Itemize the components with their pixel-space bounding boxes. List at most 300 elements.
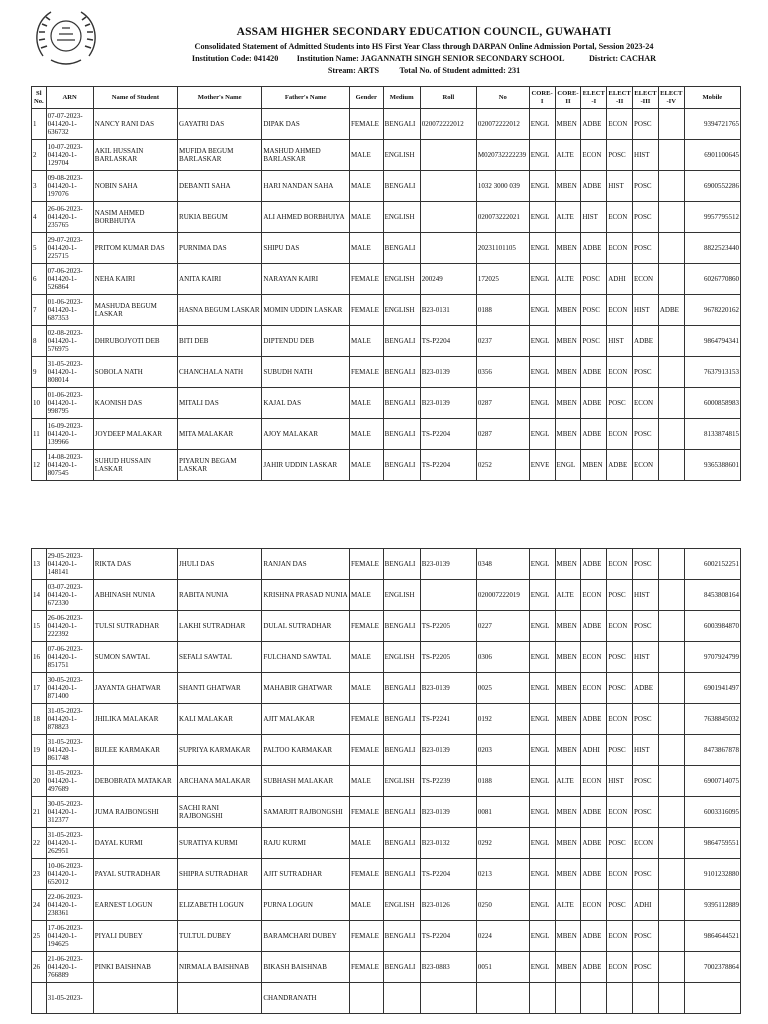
elect-2-cell: POSC — [607, 580, 633, 611]
sl-cell: 24 — [32, 890, 47, 921]
elect-2-cell: POSC — [607, 140, 633, 171]
student-name-cell: DEBOBRATA MATAKAR — [93, 766, 177, 797]
gender-cell: FEMALE — [349, 859, 383, 890]
core-1-cell: ENGL — [529, 642, 555, 673]
core-2-cell: MBEN — [555, 735, 581, 766]
core-2-cell: MBEN — [555, 921, 581, 952]
roll-cell: 200249 — [420, 264, 476, 295]
table-row — [32, 921, 741, 952]
father-name-cell: FULCHAND SAWTAL — [262, 642, 350, 673]
roll-cell — [420, 171, 476, 202]
medium-cell: ENGLISH — [383, 766, 420, 797]
student-name-cell: JHILIKA MALAKAR — [93, 704, 177, 735]
elect-1-cell: ADBE — [581, 859, 607, 890]
elect-1-cell: ADBE — [581, 797, 607, 828]
sl-cell: 25 — [32, 921, 47, 952]
elect-3-cell: HIST — [633, 580, 659, 611]
mobile-cell: 8453808164 — [684, 580, 740, 611]
father-name-cell: SUBHASH MALAKAR — [262, 766, 350, 797]
table-row — [32, 233, 741, 264]
medium-cell: ENGLISH — [383, 264, 420, 295]
no-cell: 0287 — [476, 388, 529, 419]
sl-cell: 9 — [32, 357, 47, 388]
medium-cell: BENGALI — [383, 673, 420, 704]
sl-cell: 12 — [32, 450, 47, 481]
elect-1-cell: ADBE — [581, 357, 607, 388]
father-name-cell: NARAYAN KAIRI — [262, 264, 350, 295]
elect-3-cell: POSC — [633, 171, 659, 202]
arn-cell: 16-09-2023-041420-1-139966 — [46, 419, 93, 450]
mobile-cell — [684, 983, 740, 1014]
core-1-cell: ENGL — [529, 171, 555, 202]
student-name-cell: SUHUD HUSSAIN LASKAR — [93, 450, 177, 481]
col-no: No — [476, 87, 529, 109]
arn-cell: 07-07-2023-041420-1-636732 — [46, 109, 93, 140]
student-name-cell: JAYANTA GHATWAR — [93, 673, 177, 704]
elect-1-cell: ADBE — [581, 828, 607, 859]
table-row — [32, 859, 741, 890]
mobile-cell: 7002378864 — [684, 952, 740, 983]
elect-1-cell: ADBE — [581, 109, 607, 140]
sl-cell: 22 — [32, 828, 47, 859]
sl-cell: 7 — [32, 295, 47, 326]
gender-cell: MALE — [349, 673, 383, 704]
table-row — [32, 326, 741, 357]
student-name-cell: NEHA KAIRI — [93, 264, 177, 295]
student-name-cell: EARNEST LOGUN — [93, 890, 177, 921]
no-cell: 0237 — [476, 326, 529, 357]
no-cell: 0292 — [476, 828, 529, 859]
elect-1-cell: MBEN — [581, 450, 607, 481]
elect-3-cell: POSC — [633, 952, 659, 983]
sl-cell: 23 — [32, 859, 47, 890]
elect-4-cell — [658, 326, 684, 357]
elect-4-cell — [658, 673, 684, 704]
medium-cell: ENGLISH — [383, 580, 420, 611]
elect-1-cell: ECON — [581, 580, 607, 611]
core-1-cell: ENGL — [529, 202, 555, 233]
elect-3-cell: POSC — [633, 109, 659, 140]
mobile-cell: 9957795512 — [684, 202, 740, 233]
sl-cell: 14 — [32, 580, 47, 611]
elect-1-cell: POSC — [581, 295, 607, 326]
table-row — [32, 735, 741, 766]
father-name-cell: DIPTENDU DEB — [262, 326, 350, 357]
core-2-cell: ALTE — [555, 202, 581, 233]
mobile-cell: 9707924799 — [684, 642, 740, 673]
mother-name-cell: LAKHI SUTRADHAR — [178, 611, 262, 642]
mobile-cell: 8822523440 — [684, 233, 740, 264]
mobile-cell: 9864644521 — [684, 921, 740, 952]
core-1-cell: ENGL — [529, 233, 555, 264]
arn-cell: 31-05-2023-041420-1-878823 — [46, 704, 93, 735]
table-row — [32, 264, 741, 295]
col-mobile: Mobile — [684, 87, 740, 109]
core-1-cell: ENGL — [529, 140, 555, 171]
elect-2-cell: ECON — [607, 109, 633, 140]
core-1-cell: ENGL — [529, 419, 555, 450]
mobile-cell: 7638845032 — [684, 704, 740, 735]
elect-3-cell: POSC — [633, 611, 659, 642]
student-name-cell: RIKTA DAS — [93, 549, 177, 580]
mobile-cell: 8473867878 — [684, 735, 740, 766]
father-name-cell: ALI AHMED BORBHUIYA — [262, 202, 350, 233]
father-name-cell: JAHIR UDDIN LASKAR — [262, 450, 350, 481]
father-name-cell: PALTOO KARMAKAR — [262, 735, 350, 766]
students-table-page-1 — [31, 86, 741, 481]
medium-cell: BENGALI — [383, 921, 420, 952]
father-name-cell: SAMARJIT RAJBONGSHI — [262, 797, 350, 828]
core-1-cell: ENGL — [529, 828, 555, 859]
medium-cell: BENGALI — [383, 326, 420, 357]
medium-cell — [383, 983, 420, 1014]
student-name-cell: TULSI SUTRADHAR — [93, 611, 177, 642]
mobile-cell: 7637913153 — [684, 357, 740, 388]
arn-cell: 01-06-2023-041420-1-687353 — [46, 295, 93, 326]
core-2-cell: ALTE — [555, 766, 581, 797]
mother-name-cell: JHULI DAS — [178, 549, 262, 580]
medium-cell: ENGLISH — [383, 140, 420, 171]
core-1-cell: ENGL — [529, 109, 555, 140]
roll-cell — [420, 202, 476, 233]
mother-name-cell — [178, 983, 262, 1014]
mother-name-cell: DEBANTI SAHA — [178, 171, 262, 202]
student-name-cell: SUMON SAWTAL — [93, 642, 177, 673]
arn-cell: 03-07-2023-041420-1-672330 — [46, 580, 93, 611]
elect-2-cell: ECON — [607, 704, 633, 735]
arn-cell: 30-05-2023-041420-1-312377 — [46, 797, 93, 828]
roll-cell: TS-P2204 — [420, 921, 476, 952]
father-name-cell: DULAL SUTRADHAR — [262, 611, 350, 642]
core-2-cell: MBEN — [555, 797, 581, 828]
core-2-cell: MBEN — [555, 611, 581, 642]
elect-4-cell — [658, 735, 684, 766]
arn-cell: 26-06-2023-041420-1-222392 — [46, 611, 93, 642]
mobile-cell: 6002152251 — [684, 549, 740, 580]
elect-4-cell — [658, 704, 684, 735]
sl-cell: 10 — [32, 388, 47, 419]
core-1-cell: ENGL — [529, 704, 555, 735]
no-cell: 20231101105 — [476, 233, 529, 264]
father-name-cell: DIPAK DAS — [262, 109, 350, 140]
elect-4-cell: ADBE — [658, 295, 684, 326]
core-2-cell: ALTE — [555, 580, 581, 611]
core-1-cell: ENGL — [529, 952, 555, 983]
gender-cell: FEMALE — [349, 921, 383, 952]
elect-3-cell: ADBE — [633, 673, 659, 704]
no-cell: 020007222019 — [476, 580, 529, 611]
medium-cell: BENGALI — [383, 704, 420, 735]
gender-cell: MALE — [349, 580, 383, 611]
elect-3-cell: HIST — [633, 140, 659, 171]
no-cell: 0188 — [476, 295, 529, 326]
student-name-cell: MASHUDA BEGUM LASKAR — [93, 295, 177, 326]
elect-3-cell: ADBE — [633, 326, 659, 357]
table-row — [32, 295, 741, 326]
mother-name-cell: SHANTI GHATWAR — [178, 673, 262, 704]
arn-cell: 30-05-2023-041420-1-871400 — [46, 673, 93, 704]
district: District: CACHAR — [589, 54, 657, 63]
sl-cell: 1 — [32, 109, 47, 140]
elect-1-cell: ECON — [581, 766, 607, 797]
gender-cell: FEMALE — [349, 952, 383, 983]
institution-name: Institution Name: JAGANNATH SINGH SENIOR SECONDARY SCHOOL — [296, 54, 565, 63]
no-cell: 0051 — [476, 952, 529, 983]
medium-cell: ENGLISH — [383, 890, 420, 921]
gender-cell: FEMALE — [349, 357, 383, 388]
gender-cell: MALE — [349, 233, 383, 264]
elect-4-cell — [658, 450, 684, 481]
gender-cell: MALE — [349, 766, 383, 797]
gender-cell: FEMALE — [349, 735, 383, 766]
mother-name-cell: MITA MALAKAR — [178, 419, 262, 450]
elect-1-cell: ECON — [581, 673, 607, 704]
elect-3-cell — [633, 983, 659, 1014]
sl-cell: 4 — [32, 202, 47, 233]
elect-4-cell — [658, 109, 684, 140]
table-row — [32, 890, 741, 921]
elect-4-cell — [658, 611, 684, 642]
elect-2-cell: ECON — [607, 921, 633, 952]
elect-3-cell: POSC — [633, 233, 659, 264]
no-cell: 0188 — [476, 766, 529, 797]
roll-cell: TS-P2205 — [420, 611, 476, 642]
core-2-cell: MBEN — [555, 419, 581, 450]
elect-4-cell — [658, 797, 684, 828]
mobile-cell: 6026770860 — [684, 264, 740, 295]
no-cell: 0224 — [476, 921, 529, 952]
core-2-cell: ALTE — [555, 140, 581, 171]
sl-cell: 5 — [32, 233, 47, 264]
elect-1-cell: ECON — [581, 642, 607, 673]
col-mother-name: Mother's Name — [178, 87, 262, 109]
core-1-cell: ENGL — [529, 388, 555, 419]
table-header-row — [32, 87, 741, 109]
gender-cell: MALE — [349, 326, 383, 357]
medium-cell: BENGALI — [383, 357, 420, 388]
medium-cell: BENGALI — [383, 735, 420, 766]
mother-name-cell: HASNA BEGUM LASKAR — [178, 295, 262, 326]
elect-2-cell: POSC — [607, 828, 633, 859]
col-core-2: CORE-II — [555, 87, 581, 109]
roll-cell: B23-0139 — [420, 357, 476, 388]
medium-cell: BENGALI — [383, 828, 420, 859]
student-name-cell: DAYAL KURMI — [93, 828, 177, 859]
core-2-cell: MBEN — [555, 357, 581, 388]
arn-cell: 21-06-2023-041420-1-766889 — [46, 952, 93, 983]
sl-cell: 21 — [32, 797, 47, 828]
no-cell — [476, 983, 529, 1014]
core-2-cell: MBEN — [555, 171, 581, 202]
elect-1-cell: ADBE — [581, 921, 607, 952]
elect-2-cell: ADHI — [607, 264, 633, 295]
col-student-name: Name of Student — [93, 87, 177, 109]
col-arn: ARN — [46, 87, 93, 109]
elect-4-cell — [658, 357, 684, 388]
mother-name-cell: ARCHANA MALAKAR — [178, 766, 262, 797]
arn-cell: 31-05-2023-041420-1-262951 — [46, 828, 93, 859]
father-name-cell: AJIT MALAKAR — [262, 704, 350, 735]
core-1-cell: ENGL — [529, 735, 555, 766]
table-row — [32, 983, 741, 1014]
elect-3-cell: ECON — [633, 450, 659, 481]
sl-cell: 13 — [32, 549, 47, 580]
elect-2-cell: HIST — [607, 171, 633, 202]
elect-4-cell — [658, 419, 684, 450]
elect-4-cell — [658, 890, 684, 921]
gender-cell: FEMALE — [349, 264, 383, 295]
core-2-cell: MBEN — [555, 859, 581, 890]
elect-1-cell: ADBE — [581, 611, 607, 642]
roll-cell: TS-P2204 — [420, 450, 476, 481]
gender-cell: FEMALE — [349, 549, 383, 580]
arn-cell: 07-06-2023-041420-1-526864 — [46, 264, 93, 295]
elect-2-cell: ECON — [607, 295, 633, 326]
gender-cell: MALE — [349, 388, 383, 419]
core-2-cell: MBEN — [555, 109, 581, 140]
arn-cell: 26-06-2023-041420-1-235765 — [46, 202, 93, 233]
elect-2-cell: POSC — [607, 890, 633, 921]
no-cell: M020732222239 — [476, 140, 529, 171]
roll-cell: B23-0139 — [420, 549, 476, 580]
father-name-cell: RANJAN DAS — [262, 549, 350, 580]
table-body-page-1 — [32, 109, 741, 481]
gender-cell: FEMALE — [349, 109, 383, 140]
student-name-cell: JOYDEEP MALAKAR — [93, 419, 177, 450]
mother-name-cell: SACHI RANI RAJBONGSHI — [178, 797, 262, 828]
sl-cell: 15 — [32, 611, 47, 642]
roll-cell — [420, 983, 476, 1014]
table-row — [32, 611, 741, 642]
father-name-cell: PURNA LOGUN — [262, 890, 350, 921]
students-table-page-2 — [31, 548, 741, 1014]
elect-3-cell: ECON — [633, 828, 659, 859]
father-name-cell: RAJU KURMI — [262, 828, 350, 859]
arn-cell: 07-06-2023-041420-1-851751 — [46, 642, 93, 673]
mother-name-cell: PURNIMA DAS — [178, 233, 262, 264]
table-row — [32, 766, 741, 797]
roll-cell — [420, 580, 476, 611]
gender-cell: FEMALE — [349, 704, 383, 735]
table-row — [32, 357, 741, 388]
mother-name-cell: ANITA KAIRI — [178, 264, 262, 295]
elect-3-cell: POSC — [633, 549, 659, 580]
core-2-cell: MBEN — [555, 642, 581, 673]
mobile-cell: 9864794341 — [684, 326, 740, 357]
student-name-cell: JUMA RAJBONGSHI — [93, 797, 177, 828]
father-name-cell: BIKASH BAISHNAB — [262, 952, 350, 983]
student-name-cell: PIYALI DUBEY — [93, 921, 177, 952]
col-core-1: CORE-I — [529, 87, 555, 109]
mobile-cell: 9678220162 — [684, 295, 740, 326]
father-name-cell: CHANDRANATH — [262, 983, 350, 1014]
arn-cell: 10-07-2023-041420-1-129704 — [46, 140, 93, 171]
elect-4-cell — [658, 264, 684, 295]
sl-cell: 19 — [32, 735, 47, 766]
medium-cell: BENGALI — [383, 109, 420, 140]
father-name-cell: MOMIN UDDIN LASKAR — [262, 295, 350, 326]
core-2-cell: MBEN — [555, 295, 581, 326]
roll-cell: B23-0139 — [420, 797, 476, 828]
no-cell: 0025 — [476, 673, 529, 704]
medium-cell: ENGLISH — [383, 642, 420, 673]
elect-3-cell: HIST — [633, 295, 659, 326]
elect-2-cell — [607, 983, 633, 1014]
mother-name-cell: SURATIYA KURMI — [178, 828, 262, 859]
sl-cell: 11 — [32, 419, 47, 450]
roll-cell: B23-0132 — [420, 828, 476, 859]
elect-3-cell: POSC — [633, 704, 659, 735]
arn-cell: 02-08-2023-041420-1-576975 — [46, 326, 93, 357]
elect-4-cell — [658, 388, 684, 419]
mother-name-cell: GAYATRI DAS — [178, 109, 262, 140]
roll-cell: TS-P2205 — [420, 642, 476, 673]
roll-cell — [420, 140, 476, 171]
no-cell: 0213 — [476, 859, 529, 890]
sl-cell: 18 — [32, 704, 47, 735]
medium-cell: BENGALI — [383, 611, 420, 642]
mobile-cell: 9864759551 — [684, 828, 740, 859]
elect-3-cell: POSC — [633, 419, 659, 450]
student-name-cell: SOBOLA NATH — [93, 357, 177, 388]
core-2-cell: MBEN — [555, 388, 581, 419]
col-father-name: Father's Name — [262, 87, 350, 109]
document-header — [0, 0, 768, 82]
col-roll: Roll — [420, 87, 476, 109]
elect-3-cell: POSC — [633, 766, 659, 797]
core-1-cell — [529, 983, 555, 1014]
father-name-cell: KRISHNA PRASAD NUNIA — [262, 580, 350, 611]
table-row — [32, 642, 741, 673]
no-cell: 1032 3000 039 — [476, 171, 529, 202]
elect-1-cell: ADBE — [581, 952, 607, 983]
table-row — [32, 450, 741, 481]
arn-cell: 09-08-2023-041420-1-197076 — [46, 171, 93, 202]
core-2-cell: ALTE — [555, 264, 581, 295]
sl-cell: 8 — [32, 326, 47, 357]
total-admitted: Total No. of Student admitted: 231 — [399, 66, 521, 75]
col-elect-3: ELECT-III — [633, 87, 659, 109]
table-row — [32, 140, 741, 171]
arn-cell: 22-06-2023-041420-1-238361 — [46, 890, 93, 921]
mobile-cell: 6003316095 — [684, 797, 740, 828]
mobile-cell: 8133874815 — [684, 419, 740, 450]
elect-2-cell: ECON — [607, 859, 633, 890]
roll-cell: B23-0126 — [420, 890, 476, 921]
elect-1-cell: ADHI — [581, 735, 607, 766]
roll-cell: B23-0139 — [420, 673, 476, 704]
no-cell: 0306 — [476, 642, 529, 673]
mother-name-cell: SEFALI SAWTAL — [178, 642, 262, 673]
medium-cell: ENGLISH — [383, 295, 420, 326]
gender-cell: MALE — [349, 890, 383, 921]
medium-cell: BENGALI — [383, 549, 420, 580]
institution-line — [40, 54, 768, 63]
elect-2-cell: ECON — [607, 952, 633, 983]
no-cell: 0227 — [476, 611, 529, 642]
mother-name-cell: ELIZABETH LOGUN — [178, 890, 262, 921]
mother-name-cell: MITALI DAS — [178, 388, 262, 419]
student-name-cell: BIJLEE KARMAKAR — [93, 735, 177, 766]
elect-2-cell: POSC — [607, 735, 633, 766]
core-1-cell: ENGL — [529, 326, 555, 357]
no-cell: 020072222012 — [476, 109, 529, 140]
gender-cell: FEMALE — [349, 611, 383, 642]
core-1-cell: ENGL — [529, 859, 555, 890]
core-2-cell: MBEN — [555, 952, 581, 983]
arn-cell: 14-08-2023-041420-1-807545 — [46, 450, 93, 481]
gender-cell: FEMALE — [349, 797, 383, 828]
